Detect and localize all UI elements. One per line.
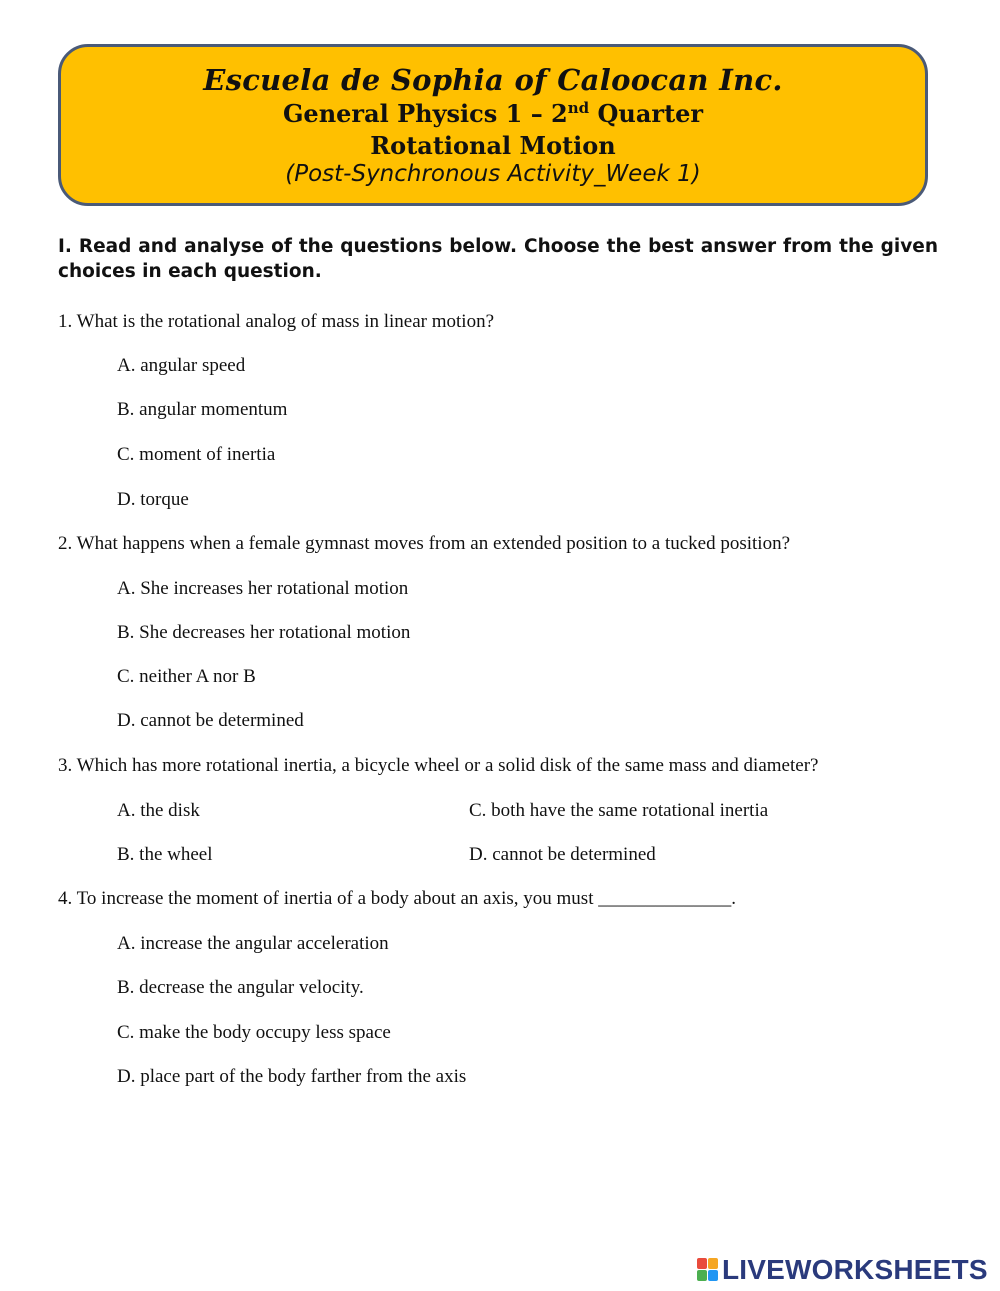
logo-text: LIVEWORKSHEETS	[722, 1254, 988, 1285]
logo-square-blue	[708, 1270, 718, 1281]
liveworksheets-logo-icon	[697, 1258, 719, 1282]
choice-3c[interactable]: C. both have the same rotational inertia	[469, 800, 769, 821]
logo-square-orange	[708, 1258, 718, 1269]
instructions: I. Read and analyse of the questions below. Choose the best answer from the given choices in each question.	[58, 236, 938, 282]
choice-1d[interactable]: D. torque	[117, 489, 189, 510]
choice-2a[interactable]: A. She increases her rotational motion	[117, 578, 409, 599]
choice-1b[interactable]: B. angular momentum	[117, 399, 288, 420]
choice-2c[interactable]: C. neither A nor B	[117, 666, 256, 687]
choice-2b[interactable]: B. She decreases her rotational motion	[117, 622, 411, 643]
choice-1c[interactable]: C. moment of inertia	[117, 444, 276, 465]
activity-subtitle: (Post-Synchronous Activity_Week 1)	[285, 161, 701, 187]
topic-title: Rotational Motion	[370, 131, 616, 160]
logo-square-red	[697, 1258, 707, 1269]
choice-3b[interactable]: B. the wheel	[117, 844, 213, 865]
choice-3d[interactable]: D. cannot be determined	[469, 844, 656, 865]
school-name: Escuela de Sophia of Caloocan Inc.	[203, 63, 783, 97]
course-title-suffix: Quarter	[589, 99, 704, 128]
question-1: 1. What is the rotational analog of mass in linear motion?	[58, 311, 495, 332]
choice-1a[interactable]: A. angular speed	[117, 355, 246, 376]
question-4: 4. To increase the moment of inertia of a body about an axis, you must ______________.	[58, 888, 736, 909]
course-title-ordinal: nd	[567, 99, 590, 117]
choice-4c[interactable]: C. make the body occupy less space	[117, 1022, 391, 1043]
choice-4b[interactable]: B. decrease the angular velocity.	[117, 977, 364, 998]
course-title	[61, 99, 925, 128]
course-title-prefix: General Physics 1 – 2	[282, 99, 568, 128]
choice-4d[interactable]: D. place part of the body farther from the axis	[117, 1066, 467, 1087]
logo-square-green	[697, 1270, 707, 1281]
question-3: 3. Which has more rotational inertia, a bicycle wheel or a solid disk of the same mass and diameter?	[58, 755, 819, 776]
question-2: 2. What happens when a female gymnast moves from an extended position to a tucked position?	[58, 533, 791, 554]
liveworksheets-logo[interactable]	[697, 1255, 988, 1285]
choice-4a[interactable]: A. increase the angular acceleration	[117, 933, 389, 954]
title-banner	[58, 44, 928, 206]
choice-2d[interactable]: D. cannot be determined	[117, 710, 304, 731]
choice-3a[interactable]: A. the disk	[117, 800, 200, 821]
